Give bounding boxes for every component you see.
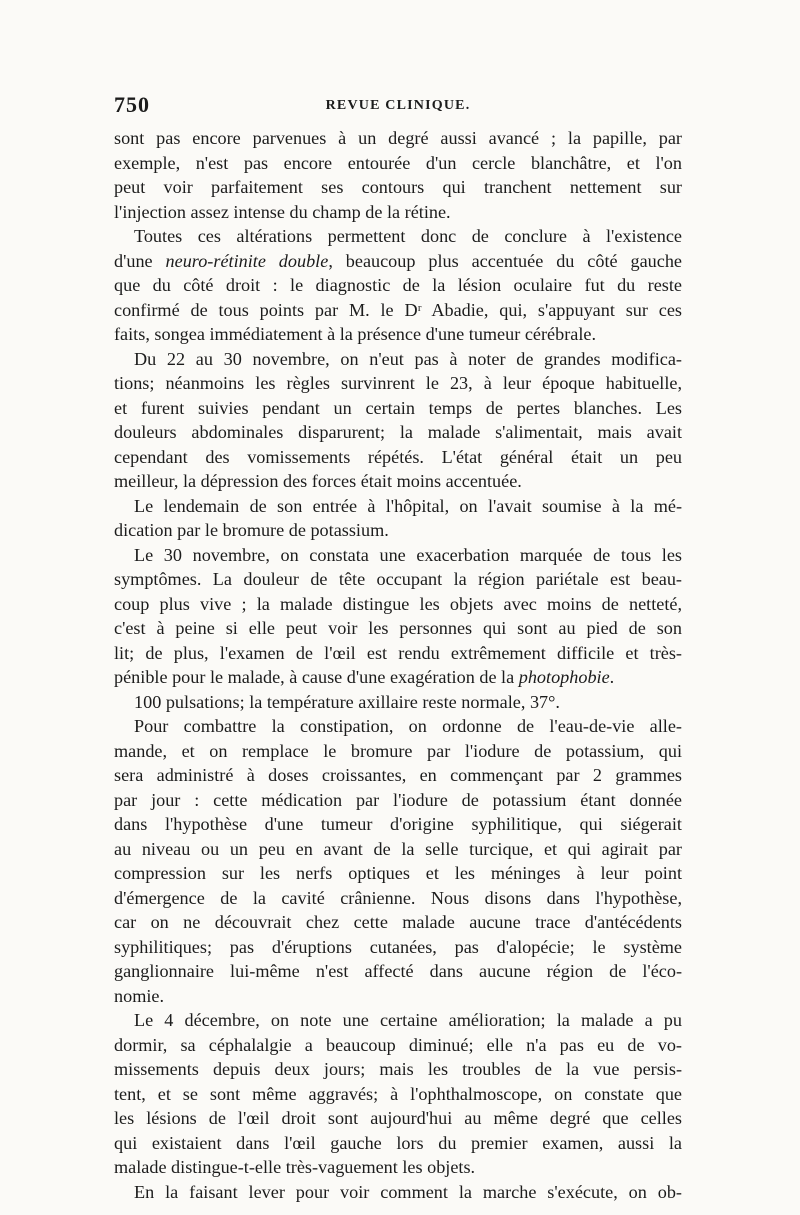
- text-line: nomie.: [114, 985, 165, 1006]
- page-header: [114, 92, 682, 122]
- text-line: et furent suivies pendant un certain temps de pertes blanches. Les: [114, 397, 682, 418]
- text-line: l'injection assez intense du champ de la rétine.: [114, 201, 451, 222]
- text-line: peut voir parfaitement ses contours qui tranchent nettement sur: [114, 177, 682, 197]
- text-line: Le 4 décembre, on note une certaine amélioration; la malade a pu: [134, 1010, 682, 1030]
- text-line: cependant des vomissements répétés. L'état général était un peu: [114, 446, 682, 467]
- text-line: les lésions de l'œil droit sont aujourd'hui au même degré que celles: [114, 1108, 682, 1128]
- text-line: En la faisant lever pour voir comment la marche s'exécute, on ob-: [134, 1181, 682, 1202]
- text-line: douleurs abdominales disparurent; la malade s'alimentait, mais avait: [114, 422, 682, 442]
- page-number: 750: [114, 92, 150, 117]
- text-line: Pour combattre la constipation, on ordonne de l'eau-de-vie alle-: [134, 716, 682, 736]
- text-line: dans l'hypothèse d'une tumeur d'origine syphilitique, qui siégerait: [114, 814, 682, 834]
- text-line: faits, songea immédiatement à la présence d'une tumeur cérébrale.: [114, 324, 596, 344]
- text-line: compression sur les nerfs optiques et les méninges à leur point: [114, 863, 682, 883]
- paragraph: [114, 690, 682, 715]
- text-line: Le lendemain de son entrée à l'hôpital, on l'avait soumise à la mé-: [134, 495, 682, 516]
- paragraph: [114, 1008, 682, 1180]
- paragraph: [114, 224, 682, 347]
- paragraph: [114, 1180, 682, 1205]
- text-line: missements depuis deux jours; mais les troubles de la vue persis-: [114, 1059, 682, 1079]
- text-line: tent, et se sont même aggravés; à l'ophthalmoscope, on constate que: [114, 1083, 682, 1104]
- paragraph: [114, 126, 682, 224]
- text-line: sont pas encore parvenues à un degré aussi avancé ; la papille, par: [114, 128, 682, 148]
- text-line: mande, et on remplace le bromure par l'iodure de potassium, qui: [114, 740, 682, 761]
- text-line: Le 30 novembre, on constata une exacerbation marquée de tous les: [134, 544, 682, 565]
- body-text: [114, 126, 682, 1204]
- paragraph: [114, 494, 682, 543]
- italic-term: neuro-rétinite double: [165, 250, 329, 271]
- paragraph: [114, 543, 682, 690]
- text-line: 100 pulsations; la température axillaire reste normale, 37°.: [134, 691, 560, 712]
- paragraph: [114, 347, 682, 494]
- text-line: coup plus vive ; la malade distingue les objets avec moins de netteté,: [114, 593, 682, 614]
- text-line: confirmé de tous points par M. le Dʳ Abadie, qui, s'appuyant sur ces: [114, 299, 682, 320]
- paragraph: [114, 714, 682, 1008]
- text-line: pénible pour le malade, à cause d'une exagération de la photophobie.: [114, 667, 615, 687]
- running-title: REVUE CLINIQUE.: [325, 98, 471, 113]
- text-line: par jour : cette médication par l'iodure de potassium étant donnée: [114, 789, 682, 810]
- text-line: au niveau ou un peu en avant de la selle turcique, et qui agirait par: [114, 838, 682, 859]
- text-line: Toutes ces altérations permettent donc de conclure à l'existence: [134, 226, 682, 246]
- text-line: meilleur, la dépression des forces était moins accentuée.: [114, 471, 522, 491]
- italic-term: photophobie: [518, 667, 610, 687]
- text-line: malade distingue-t-elle très-vaguement les objets.: [114, 1157, 476, 1177]
- text-line: Du 22 au 30 novembre, on n'eut pas à noter de grandes modifica-: [134, 348, 682, 369]
- text-line: c'est à peine si elle peut voir les personnes qui sont au pied de son: [114, 618, 682, 638]
- text-line: ganglionnaire lui-même n'est affecté dans aucune région de l'éco-: [114, 961, 682, 981]
- text-line: dormir, sa céphalalgie a beaucoup diminué; elle n'a pas eu de vo-: [114, 1034, 682, 1055]
- text-line: qui existaient dans l'œil gauche lors du premier examen, aussi la: [114, 1132, 682, 1153]
- text-line: que du côté droit : le diagnostic de la lésion oculaire fut du reste: [114, 275, 682, 295]
- text-line: dication par le bromure de potassium.: [114, 520, 389, 540]
- text-line: tions; néanmoins les règles survinrent le 23, à leur époque habituelle,: [114, 373, 682, 393]
- text-line: d'émergence de la cavité crânienne. Nous disons dans l'hypothèse,: [114, 887, 682, 908]
- text-line: sera administré à doses croissantes, en commençant par 2 grammes: [114, 765, 682, 785]
- text-line: car on ne découvrait chez cette malade aucune trace d'antécédents: [114, 912, 682, 932]
- text-line: d'une neuro-rétinite double, beaucoup plus accentuée du côté gauche: [114, 250, 682, 271]
- text-line: symptômes. La douleur de tête occupant la région pariétale est beau-: [114, 569, 682, 589]
- text-line: lit; de plus, l'examen de l'œil est rendu extrêmement difficile et très-: [114, 642, 682, 663]
- text-line: syphilitiques; pas d'éruptions cutanées, pas d'alopécie; le système: [114, 936, 682, 957]
- text-line: exemple, n'est pas encore entourée d'un cercle blanchâtre, et l'on: [114, 152, 682, 173]
